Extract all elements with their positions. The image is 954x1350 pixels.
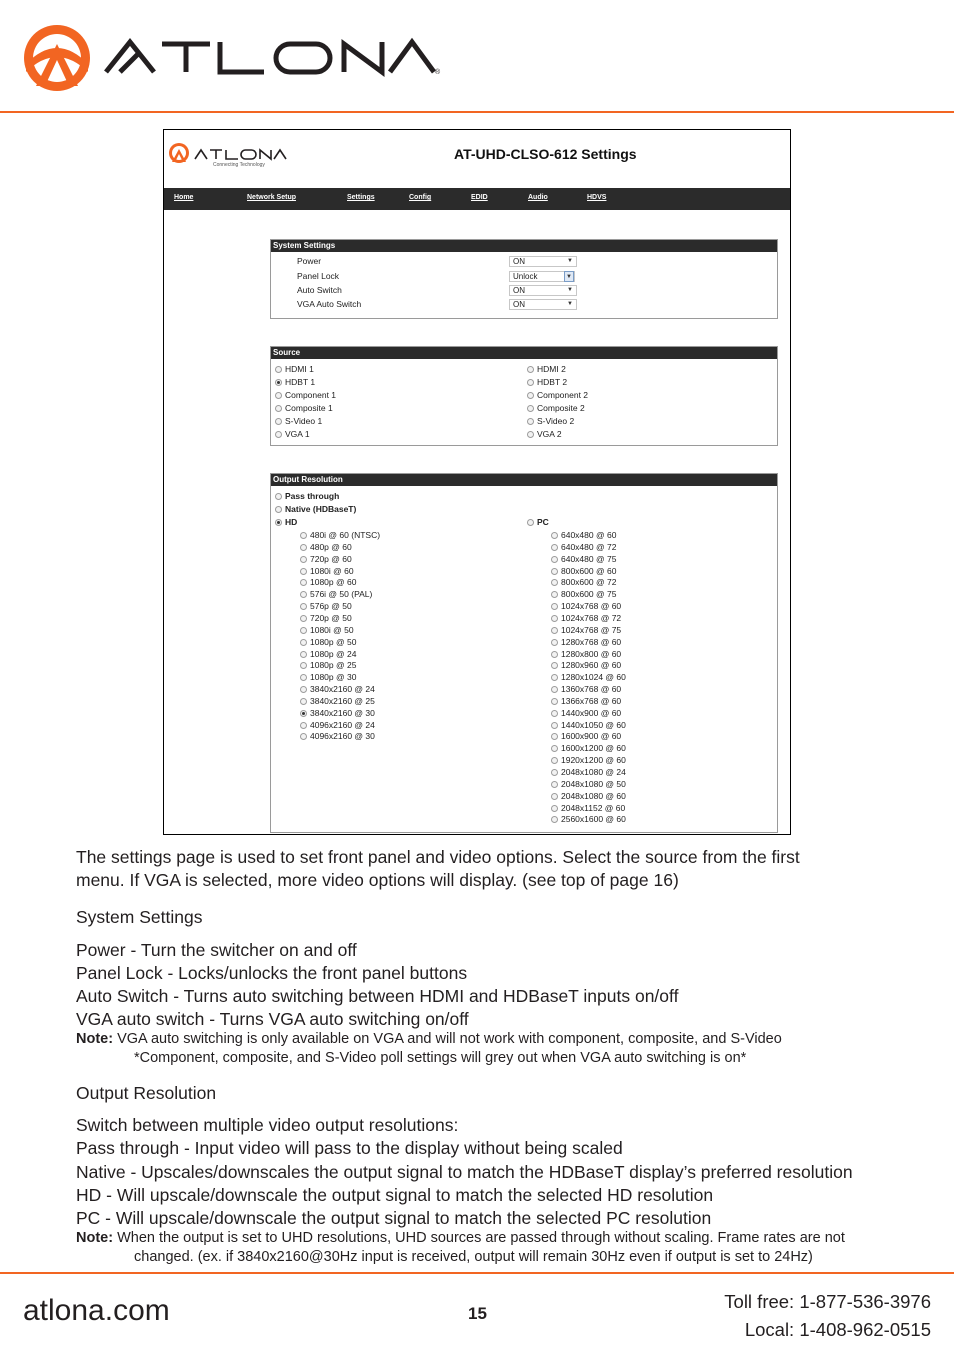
- pc-resolution-option[interactable]: 1024x768 @ 75: [551, 625, 621, 636]
- output-mode-pc[interactable]: PC: [527, 517, 549, 528]
- radio-icon: [551, 793, 558, 800]
- pc-description: PC - Will upscale/downscale the output signal to match the selected PC resolution: [76, 1208, 712, 1228]
- source-heading: Source: [271, 347, 777, 359]
- atlona-logo: [24, 24, 454, 94]
- output-mode-option[interactable]: HD: [275, 517, 297, 528]
- hd-resolution-option[interactable]: 1080p @ 25: [300, 660, 356, 671]
- hd-resolution-option[interactable]: 1080p @ 24: [300, 649, 356, 660]
- hd-resolution-option[interactable]: 3840x2160 @ 25: [300, 696, 375, 707]
- pass-through-description: Pass through - Input video will pass to the display without being scaled: [76, 1138, 623, 1158]
- system-settings-heading-text: System Settings: [76, 907, 203, 927]
- nav-edid[interactable]: EDID: [471, 194, 488, 201]
- page-number: 15: [468, 1304, 487, 1323]
- note-1-sub: *Component, composite, and S-Video poll settings will grey out when VGA auto switching is on*: [134, 1050, 747, 1066]
- pc-resolution-option[interactable]: 640x480 @ 60: [551, 530, 616, 541]
- radio-icon: [300, 651, 307, 658]
- footer-rule: [0, 1272, 954, 1274]
- pc-resolution-option[interactable]: 2560x1600 @ 60: [551, 814, 626, 825]
- vga-auto-switch-select[interactable]: ON ▼: [509, 299, 577, 310]
- output-resolution-panel: [270, 473, 778, 833]
- radio-icon: [275, 506, 282, 513]
- pc-resolution-option[interactable]: 2048x1152 @ 60: [551, 803, 625, 814]
- hd-resolution-option[interactable]: 480p @ 60: [300, 542, 352, 553]
- nav-config[interactable]: Config: [409, 194, 432, 201]
- radio-icon: [275, 519, 282, 526]
- panel-lock-description: Panel Lock - Locks/unlocks the front panel buttons: [76, 963, 468, 983]
- radio-icon: [551, 781, 558, 788]
- hd-resolution-option[interactable]: 3840x2160 @ 30: [300, 708, 375, 719]
- pc-resolution-option[interactable]: 2048x1080 @ 60: [551, 791, 626, 802]
- chevron-down-icon: ▼: [567, 258, 573, 264]
- footer-contact: [724, 1288, 931, 1344]
- radio-icon: [275, 392, 282, 399]
- screenshot-logo: [168, 142, 303, 168]
- radio-icon: [551, 686, 558, 693]
- nav-home[interactable]: Home: [174, 194, 194, 201]
- pc-resolution-option[interactable]: 1600x900 @ 60: [551, 731, 621, 742]
- nav-settings[interactable]: Settings: [347, 194, 375, 201]
- hd-resolution-option[interactable]: 720p @ 60: [300, 554, 352, 565]
- radio-icon: [300, 674, 307, 681]
- nav-audio[interactable]: Audio: [528, 194, 548, 201]
- settings-title: AT-UHD-CLSO-612 Settings: [454, 146, 637, 162]
- hd-resolution-option[interactable]: 4096x2160 @ 24: [300, 720, 375, 731]
- source-option[interactable]: HDBT 2: [527, 377, 567, 388]
- source-option[interactable]: Component 1: [275, 390, 336, 401]
- radio-icon: [551, 674, 558, 681]
- radio-icon: [551, 627, 558, 634]
- nav-bar: [164, 188, 790, 210]
- radio-icon: [551, 579, 558, 586]
- system-settings-heading: System Settings: [271, 240, 777, 252]
- pc-resolution-option[interactable]: 2048x1080 @ 24: [551, 767, 626, 778]
- radio-icon: [275, 493, 282, 500]
- radio-icon: [300, 686, 307, 693]
- radio-icon: [551, 591, 558, 598]
- radio-icon: [551, 816, 558, 823]
- local-number: Local: 1-408-962-0515: [744, 1319, 931, 1340]
- radio-icon: [551, 769, 558, 776]
- radio-icon: [551, 651, 558, 658]
- radio-icon: [275, 431, 282, 438]
- radio-icon: [527, 431, 534, 438]
- radio-icon: [300, 722, 307, 729]
- radio-icon: [275, 405, 282, 412]
- pc-resolution-option[interactable]: 800x600 @ 72: [551, 577, 616, 588]
- source-option[interactable]: VGA 1: [275, 429, 310, 440]
- radio-icon: [551, 615, 558, 622]
- hd-resolution-option[interactable]: 1080p @ 50: [300, 637, 356, 648]
- radio-icon: [551, 722, 558, 729]
- nav-network-setup[interactable]: Network Setup: [247, 194, 297, 201]
- radio-icon: [300, 591, 307, 598]
- radio-icon: [527, 366, 534, 373]
- pc-resolution-option[interactable]: 1280x1024 @ 60: [551, 672, 626, 683]
- hd-resolution-option[interactable]: 1080i @ 60: [300, 566, 354, 577]
- pc-resolution-option[interactable]: 1600x1200 @ 60: [551, 743, 626, 754]
- chevron-down-icon: ▼: [567, 301, 573, 307]
- radio-icon: [300, 579, 307, 586]
- pc-resolution-option[interactable]: 1024x768 @ 72: [551, 613, 621, 624]
- source-option[interactable]: VGA 2: [527, 429, 562, 440]
- radio-icon: [300, 544, 307, 551]
- radio-icon: [275, 379, 282, 386]
- pc-resolution-option[interactable]: 1280x960 @ 60: [551, 660, 621, 671]
- chevron-down-icon: ▼: [567, 287, 573, 293]
- atlona-mark-icon: [24, 25, 90, 91]
- radio-icon: [300, 639, 307, 646]
- pc-resolution-option[interactable]: 2048x1080 @ 50: [551, 779, 626, 790]
- output-mode-option[interactable]: Pass through: [275, 491, 339, 502]
- radio-icon: [275, 366, 282, 373]
- radio-icon: [300, 556, 307, 563]
- radio-icon: [551, 532, 558, 539]
- radio-icon: [551, 568, 558, 575]
- output-mode-option[interactable]: Native (HDBaseT): [275, 504, 356, 515]
- auto-switch-label: Auto Switch: [297, 285, 342, 295]
- source-option[interactable]: HDBT 1: [275, 377, 315, 388]
- hd-resolution-option[interactable]: 1080p @ 60: [300, 577, 356, 588]
- panel-lock-label: Panel Lock: [297, 271, 340, 281]
- native-description: Native - Upscales/downscales the output signal to match the HDBaseT display’s preferred resolution: [76, 1162, 853, 1182]
- pc-resolution-option[interactable]: 800x600 @ 75: [551, 589, 616, 600]
- radio-icon: [300, 733, 307, 740]
- radio-icon: [551, 757, 558, 764]
- intro-line-1: The settings page is used to set front panel and video options. Select the source from the first: [76, 847, 800, 867]
- auto-switch-description: Auto Switch - Turns auto switching between HDMI and HDBaseT inputs on/off: [76, 986, 679, 1006]
- hd-resolution-option[interactable]: 720p @ 50: [300, 613, 352, 624]
- nav-hdvs[interactable]: HDVS: [587, 194, 607, 201]
- output-resolution-heading-text: Output Resolution: [76, 1083, 217, 1103]
- radio-icon: [300, 532, 307, 539]
- pc-resolution-option[interactable]: 1360x768 @ 60: [551, 684, 621, 695]
- radio-icon: [551, 710, 558, 717]
- header-rule: [0, 111, 954, 113]
- footer-website: atlona.com: [23, 1294, 170, 1327]
- svg-text:Connecting Technology: Connecting Technology: [213, 162, 265, 168]
- hd-resolution-option[interactable]: 1080i @ 50: [300, 625, 354, 636]
- switch-between-text: Switch between multiple video output resolutions:: [76, 1115, 459, 1135]
- radio-icon: [300, 615, 307, 622]
- source-panel: [270, 346, 778, 446]
- pc-resolution-option[interactable]: 800x600 @ 60: [551, 566, 616, 577]
- radio-icon: [551, 603, 558, 610]
- radio-icon: [527, 519, 534, 526]
- source-option[interactable]: S-Video 1: [275, 416, 322, 427]
- toll-free-number: Toll free: 1-877-536-3976: [724, 1291, 931, 1312]
- svg-text:®: ®: [435, 69, 441, 76]
- pc-resolution-option[interactable]: 1024x768 @ 60: [551, 601, 621, 612]
- source-option[interactable]: Composite 1: [275, 403, 333, 414]
- power-label: Power: [297, 256, 322, 266]
- pc-resolution-option[interactable]: 1280x800 @ 60: [551, 649, 621, 660]
- hd-resolution-option[interactable]: 576p @ 50: [300, 601, 352, 612]
- vga-auto-switch-description: VGA auto switch - Turns VGA auto switching on/off: [76, 1009, 469, 1029]
- radio-icon: [275, 418, 282, 425]
- pc-resolution-option[interactable]: 1366x768 @ 60: [551, 696, 621, 707]
- hd-resolution-option[interactable]: 4096x2160 @ 30: [300, 731, 375, 742]
- pc-resolution-option[interactable]: 1920x1200 @ 60: [551, 755, 626, 766]
- settings-screenshot: [163, 129, 791, 835]
- pc-resolution-option[interactable]: 1440x1050 @ 60: [551, 720, 626, 731]
- radio-icon: [551, 639, 558, 646]
- radio-icon: [527, 405, 534, 412]
- source-option[interactable]: Component 2: [527, 390, 588, 401]
- vga-auto-switch-label: VGA Auto Switch: [297, 299, 362, 309]
- pc-resolution-option[interactable]: 1440x900 @ 60: [551, 708, 621, 719]
- output-resolution-heading: Output Resolution: [271, 474, 777, 486]
- radio-icon: [551, 805, 558, 812]
- pc-resolution-option[interactable]: 1280x768 @ 60: [551, 637, 621, 648]
- radio-icon: [551, 662, 558, 669]
- radio-icon: [527, 392, 534, 399]
- radio-icon: [551, 733, 558, 740]
- radio-icon: [300, 568, 307, 575]
- hd-description: HD - Will upscale/downscale the output signal to match the selected HD resolution: [76, 1185, 714, 1205]
- atlona-mark-icon: [169, 143, 189, 163]
- system-settings-panel: [270, 239, 778, 319]
- hd-resolution-option[interactable]: 480i @ 60 (NTSC): [300, 530, 380, 541]
- note-2-sub: changed. (ex. if 3840x2160@30Hz input is received, output will remain 30Hz even if output is set to 24Hz): [134, 1249, 813, 1265]
- radio-icon: [527, 379, 534, 386]
- radio-icon: [527, 418, 534, 425]
- note-1: Note: VGA auto switching is only available on VGA and will not work with component, composite, and S-Video: [76, 1031, 782, 1047]
- radio-icon: [300, 662, 307, 669]
- source-option[interactable]: Composite 2: [527, 403, 585, 414]
- radio-icon: [300, 603, 307, 610]
- pc-resolution-option[interactable]: 640x480 @ 75: [551, 554, 616, 565]
- radio-icon: [300, 698, 307, 705]
- radio-icon: [551, 544, 558, 551]
- hd-resolution-option[interactable]: 576i @ 50 (PAL): [300, 589, 372, 600]
- source-option[interactable]: S-Video 2: [527, 416, 574, 427]
- hd-resolution-option[interactable]: 1080p @ 30: [300, 672, 356, 683]
- note-2: Note: When the output is set to UHD resolutions, UHD sources are passed through without scaling. Frame rates are not: [76, 1230, 845, 1246]
- radio-icon: [551, 698, 558, 705]
- radio-icon: [551, 556, 558, 563]
- power-description: Power - Turn the switcher on and off: [76, 940, 357, 960]
- hd-resolution-option[interactable]: 3840x2160 @ 24: [300, 684, 375, 695]
- source-option[interactable]: HDMI 2: [527, 364, 566, 375]
- source-option[interactable]: HDMI 1: [275, 364, 314, 375]
- auto-switch-select[interactable]: ON ▼: [509, 285, 577, 296]
- radio-icon: [300, 710, 307, 717]
- intro-line-2: menu. If VGA is selected, more video options will display. (see top of page 16): [76, 870, 679, 890]
- pc-resolution-option[interactable]: 640x480 @ 72: [551, 542, 616, 553]
- chevron-down-icon: ▼: [564, 271, 574, 282]
- power-select[interactable]: ON ▼: [509, 256, 577, 267]
- radio-icon: [300, 627, 307, 634]
- panel-lock-select[interactable]: Unlock ▼: [509, 271, 575, 282]
- radio-icon: [551, 745, 558, 752]
